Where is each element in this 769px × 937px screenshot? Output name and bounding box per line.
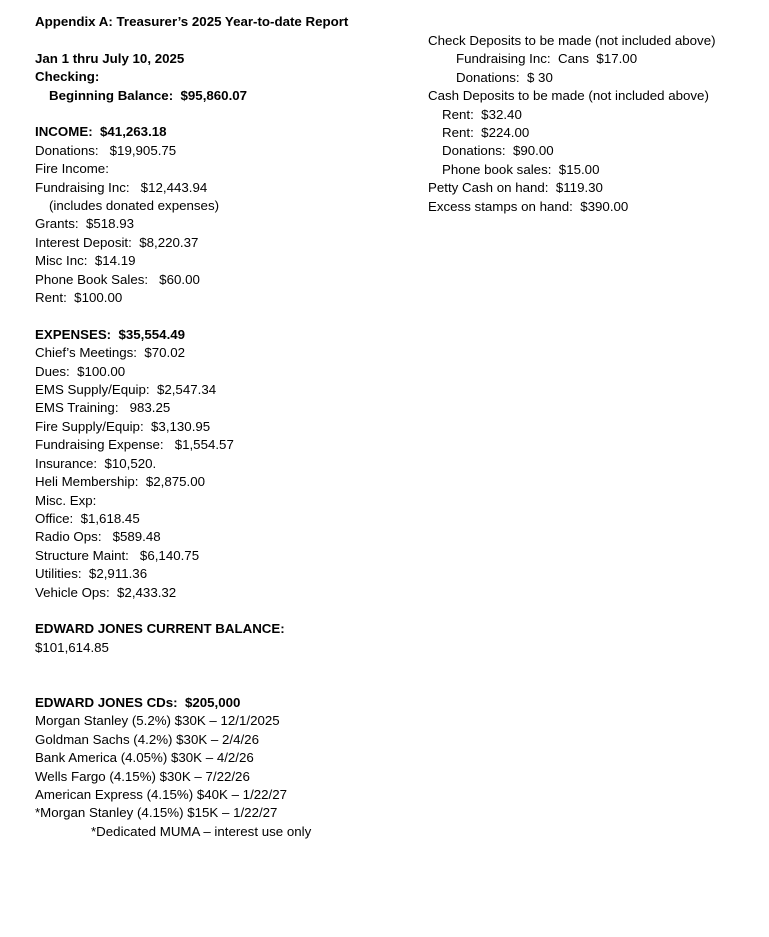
text-line: Dues: $100.00 [35, 363, 126, 379]
text-line: EMS Supply/Equip: $2,547.34 [35, 382, 217, 398]
text-line: EDWARD JONES CDs: $205,000 [35, 694, 241, 710]
text-line: American Express (4.15%) $40K – 1/22/27 [35, 786, 288, 802]
text-line: Checking: [35, 69, 100, 85]
text-line: Fire Supply/Equip: $3,130.95 [35, 418, 211, 434]
text-line: Fundraising Inc: $12,443.94 [35, 179, 208, 195]
text-line: Rent: $224.00 [442, 125, 530, 141]
text-line: Fundraising Expense: $1,554.57 [35, 437, 234, 453]
text-line: Heli Membership: $2,875.00 [35, 474, 205, 490]
text-line: Wells Fargo (4.15%) $30K – 7/22/26 [35, 768, 250, 784]
text-line: Donations: $90.00 [442, 143, 554, 159]
text-line: Goldman Sachs (4.2%) $30K – 2/4/26 [35, 731, 259, 747]
text-line: Petty Cash on hand: $119.30 [428, 180, 603, 196]
text-line: Misc. Exp: [35, 492, 97, 508]
text-line: *Dedicated MUMA – interest use only [91, 823, 312, 839]
text-line: Office: $1,618.45 [35, 510, 140, 526]
text-line: Vehicle Ops: $2,433.32 [35, 584, 177, 600]
text-line: Rent: $100.00 [35, 290, 123, 306]
text-line: Misc Inc: $14.19 [35, 253, 136, 269]
text-line: Bank America (4.05%) $30K – 4/2/26 [35, 750, 254, 766]
text-line: Structure Maint: $6,140.75 [35, 547, 200, 563]
text-line: Morgan Stanley (5.2%) $30K – 12/1/2025 [35, 713, 280, 729]
blank-line [35, 105, 405, 123]
text-line: Grants: $518.93 [35, 216, 135, 232]
text-line: EMS Training: 983.25 [35, 400, 171, 416]
left-column-lines [35, 50, 405, 841]
text-line: Fire Income: [35, 161, 109, 177]
right-column-lines [428, 32, 758, 216]
text-line: Utilities: $2,911.36 [35, 566, 148, 582]
page-title: Appendix A: Treasurer’s 2025 Year-to-date Report [35, 14, 349, 29]
text-line: Jan 1 thru July 10, 2025 [35, 50, 185, 66]
blank-line [35, 602, 405, 620]
text-line: Radio Ops: $589.48 [35, 529, 161, 545]
blank-line [35, 307, 405, 325]
text-line: Rent: $32.40 [442, 106, 522, 122]
text-line: Beginning Balance: $95,860.07 [49, 87, 248, 103]
text-line: Insurance: $10,520. [35, 455, 157, 471]
text-line: Donations: $19,905.75 [35, 142, 177, 158]
blank-line [35, 657, 405, 675]
right-column [428, 32, 758, 216]
text-line: Chief’s Meetings: $70.02 [35, 345, 186, 361]
text-line: INCOME: $41,263.18 [35, 124, 167, 140]
text-line: Cash Deposits to be made (not included above) [428, 88, 709, 104]
text-line: Fundraising Inc: Cans $17.00 [456, 51, 638, 67]
blank-line [35, 676, 405, 694]
text-line: EXPENSES: $35,554.49 [35, 326, 186, 342]
text-line: (includes donated expenses) [49, 198, 220, 214]
left-column [35, 13, 405, 841]
text-line: Interest Deposit: $8,220.37 [35, 234, 199, 250]
text-line: Phone Book Sales: $60.00 [35, 271, 200, 287]
text-line: Excess stamps on hand: $390.00 [428, 198, 629, 214]
text-line: EDWARD JONES CURRENT BALANCE: [35, 621, 285, 637]
text-line: Check Deposits to be made (not included above) [428, 33, 716, 48]
text-line: Phone book sales: $15.00 [442, 161, 600, 177]
text-line: Donations: $ 30 [456, 69, 553, 85]
text-line: *Morgan Stanley (4.15%) $15K – 1/22/27 [35, 805, 278, 821]
text-line: $101,614.85 [35, 639, 109, 655]
